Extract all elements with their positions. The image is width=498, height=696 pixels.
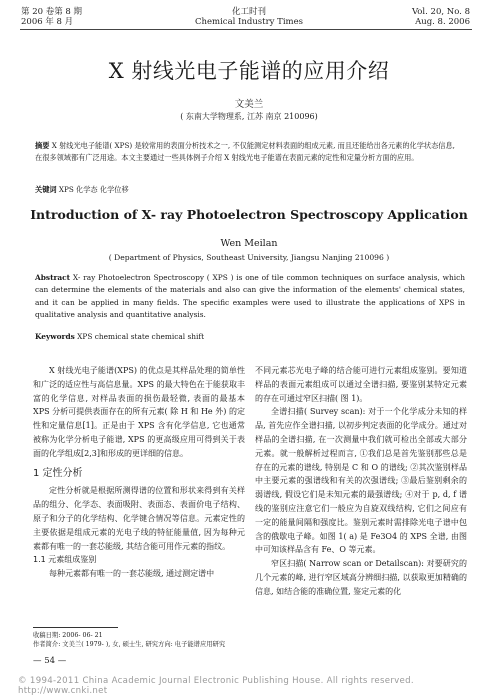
keywords-label-en: Keywords [35, 332, 75, 341]
issue-date-en: Aug. 8. 2006 [415, 17, 470, 27]
author-name-cn: 文美兰 [234, 99, 264, 110]
keywords-en [35, 332, 465, 341]
keywords-label-cn: 关键词 [35, 185, 57, 194]
right-paragraph-narrow-scan: 窄区扫描( Narrow scan or Detailscan): 对要研究的几个元素的峰, 进行窄区域高分辨细扫描, 以获取更加精确的信息, 如结合能的准确位置, 鉴定元素的化 [255, 559, 467, 596]
paper-title-cn: X 射线光电子能谱的应用介绍 [108, 59, 390, 83]
paper-title-en: Introduction of X- ray Photoelectron Spectroscopy Application [30, 207, 468, 222]
keywords-text-cn: XPS 化学态 化学位移 [58, 185, 129, 194]
journal-name-en: Chemical Industry Times [195, 17, 303, 27]
section-heading-qualitative: 1 定性分析 [33, 467, 83, 479]
abstract-label-en: Abstract [35, 273, 71, 282]
body-left-column [33, 364, 245, 581]
journal-name-cn: 化工时刊 [231, 7, 266, 17]
right-paragraph-1: 不同元素芯光电子峰的结合能可进行元素组成鉴别。要知道样品的表面元素组成可以通过全谱扫描, 要鉴别某特定元素的存在可通过窄区扫描( 图 1)。 [255, 366, 467, 403]
abstract-label-cn: 摘要 [35, 141, 50, 150]
right-paragraph-survey-scan: 全谱扫描( Survey scan): 对于一个化学成分未知的样品, 首先应作全谱扫描, 以初步判定表面的化学成分。通过对样品的全谱扫描, 在一次测量中我们就可检出全部或大部分元素。就一般解析过程而言, ①我们总是首先鉴别那些总是存在的元素的谱线, 特别是 C 和 O 的谱线; ②其次鉴别样品中主要元素的强谱线和有关的次强谱线; ③最后鉴别剩余的弱谱线, 假设它们是未知元素的最强谱线; ④对于 p, d, f 谱线的鉴别应注意它们一般应为自旋双线结构, 它们之间应有一定的能量间隔和强度比。鉴别元素时需排除光电子谱中包含的俄歇电子峰。如图 1( a) 是 Fe3O4 的 XPS 全谱, 由图中可知该样品含有 Fe、O 等元素。 [255, 407, 467, 555]
footnote-received-date: 收稿日期: 2006- 06- 21 [33, 632, 103, 639]
footnote-author-bio: 作者简介: 文美兰( 1979- ), 女, 硕士生, 研究方向: 电子能谱应用研究 [33, 641, 226, 648]
body-right-column [255, 364, 467, 599]
affiliation-cn: ( 东南大学物理系, 江苏 南京 210096) [180, 112, 318, 121]
keywords-cn [35, 185, 463, 195]
keywords-text-en: XPS chemical state chemical shift [77, 332, 205, 341]
intro-paragraph: X 射线光电子能谱(XPS) 的优点是其样品处理的简单性和广泛的适应性与高信息量。XPS 的最大特色在于能获取丰富的化学信息, 对样品表面的损伤最轻微, 表面的最基本 XPS 分析可提供表面存在的所有元素( 除 H 和 He 外) 的定性和定量信息[1]。正是由于 XPS 含有化学信息, 它也通常被称为化学分析电子能谱, XPS 的更高级应用可得到关于表面的化学组成[2,3]和形成的更详细的信息。 [33, 366, 245, 458]
abstract-text-cn: X 射线光电子能谱( XPS) 是较常用的表面分析技术之一, 不仅能测定材料表面的组成元素, 而且还能给出各元素的化学状态信息, 在很多领域都有广泛用途。本文主要通过一些具体例子介绍 X 射线光电子能谱在表面元素的定性和定量分析方面的应用。 [35, 141, 455, 162]
journal-volume-info-en [412, 7, 470, 27]
abstract-en [35, 272, 465, 322]
affiliation-en: ( Department of Physics, Southeast University, Jiangsu Nanjing 210096 ) [108, 253, 390, 262]
author-name-en: Wen Meilan [220, 238, 278, 249]
copyright-watermark: © 1994-2011 China Academic Journal Electronic Publishing House. All rights reserved. http://www.cnki.net [18, 676, 414, 696]
page-number: — 54 — [33, 656, 67, 666]
volume-issue: 第 20 卷第 8 期 [21, 7, 83, 17]
abstract-cn [35, 140, 463, 164]
volume-issue-en: Vol. 20, No. 8 [411, 7, 470, 17]
abstract-text-en: X- ray Photoelectron Spectroscopy ( XPS ) is one of tile common techniques on surface analysis, which can determine the elements of the materials and also can give the information of the elements' chemical states, and it can be applied in many fields. The specific examples were used to illustrate the applications of XPS in qualitative analysis and quantitative analysis. [35, 273, 465, 320]
header-divider [20, 29, 472, 30]
subsection-heading-element-identification: 1.1 元素组成鉴别 [33, 555, 97, 565]
section1-paragraph: 定性分析就是根据所测得谱的位置和形状来得到有关样品的组分、化学态、表面吸附、表面态、表面价电子结构、原子和分子的化学结构、化学键合情况等信息。元素定性的主要依据是组成元素的光电子线的特征能量值, 因为每种元素都有唯一的一套芯能级, 其结合能可用作元素的指纹。 [33, 486, 245, 551]
footnote-divider [33, 627, 118, 628]
subsection-paragraph: 每种元素都有唯一的一套芯能级, 通过测定谱中 [49, 569, 215, 579]
issue-date-cn: 2006 年 8 月 [21, 17, 74, 27]
